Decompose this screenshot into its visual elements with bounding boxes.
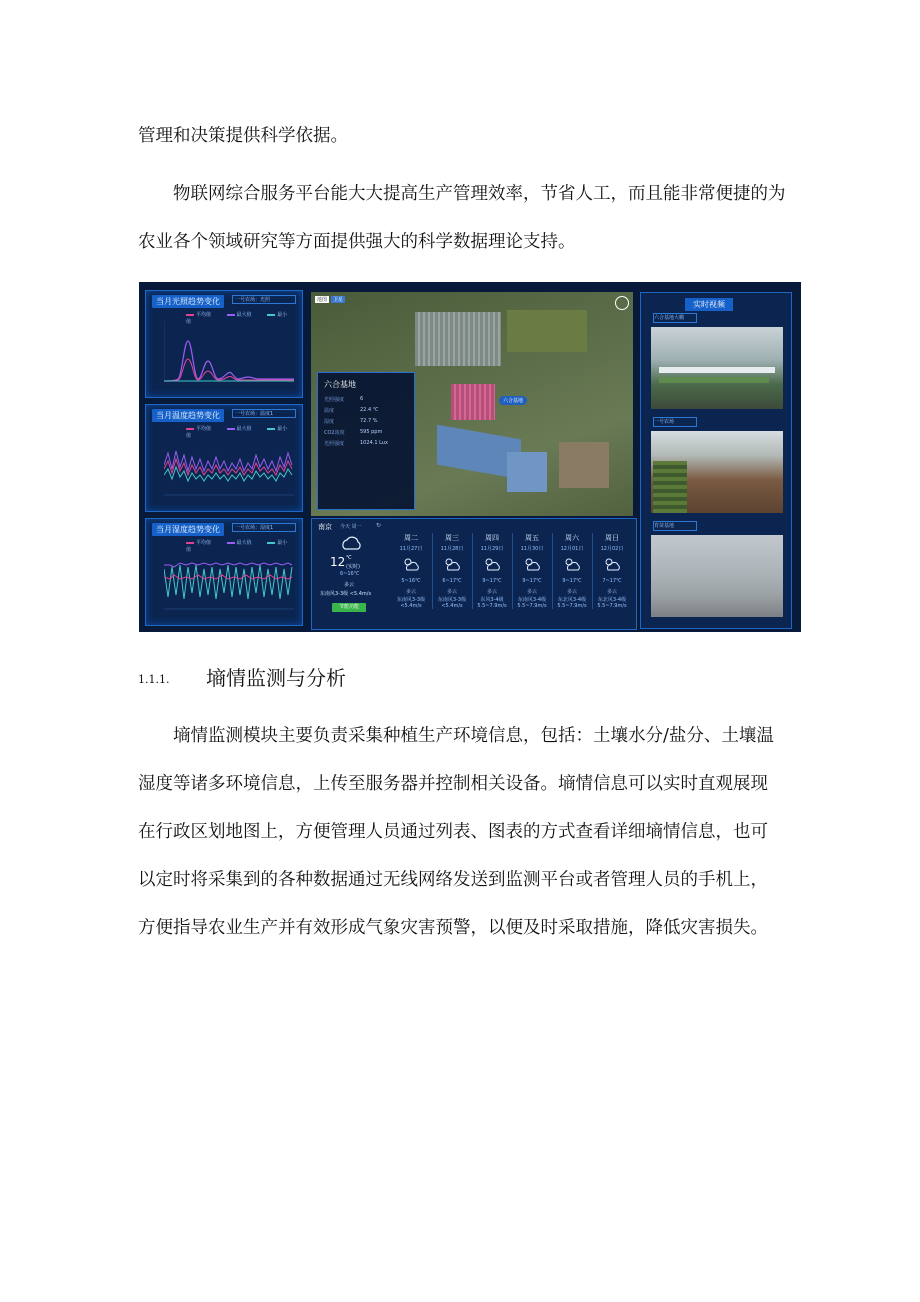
forecast-condition: 多云 <box>405 589 416 595</box>
base-info-card <box>317 372 415 510</box>
wind-info: 东南风3-3级 <5.4m/s <box>320 591 372 597</box>
forecast-date: 12月02日 <box>600 546 624 552</box>
forecast-date: 12月01日 <box>560 546 584 552</box>
light-trend-panel <box>145 290 303 398</box>
refresh-icon[interactable]: ↻ <box>376 522 382 529</box>
video-source-select[interactable]: 一号农场 <box>653 417 697 427</box>
partly-cloudy-icon <box>482 556 502 572</box>
building-block <box>559 442 609 488</box>
forecast-date: 11月28日 <box>440 546 464 552</box>
paragraph-intro-end: 管理和决策提供科学依据。 <box>138 126 348 146</box>
forecast-weekday: 周六 <box>565 534 579 542</box>
highlighted-greenhouse[interactable] <box>451 384 495 420</box>
greenhouse-block <box>415 312 501 366</box>
heading-number: 1.1.1. <box>138 673 170 686</box>
video-feed-field[interactable] <box>651 431 783 513</box>
info-title: 六合基地 <box>324 380 356 389</box>
forecast-condition: 多云 <box>566 589 577 595</box>
map-tab[interactable]: 地图 <box>317 297 328 303</box>
video-feed-nursery[interactable] <box>651 535 783 617</box>
forecast-date: 11月29日 <box>480 546 504 552</box>
partly-cloudy-icon <box>442 556 462 572</box>
forecast-temp: 9~17℃ <box>482 578 502 584</box>
forecast-weekday: 周五 <box>525 534 539 542</box>
forecast-wind: 东风3-4级 5.5~7.9m/s <box>477 597 507 609</box>
forecast-day <box>392 533 430 609</box>
info-row: 光照强度 6 <box>324 396 364 403</box>
weather-today: 今天 周一 <box>340 524 362 530</box>
humidity-chart <box>164 549 294 615</box>
forecast-temp: 9~17℃ <box>522 578 542 584</box>
video-source-select[interactable]: 六合基地大棚 <box>653 313 697 323</box>
info-row: 湿度 72.7 % <box>324 418 378 425</box>
energy-button[interactable]: 节能功能 <box>332 603 366 612</box>
partly-cloudy-icon <box>522 556 542 572</box>
temp-range: 6~16℃ <box>340 571 360 577</box>
forecast-weekday: 周二 <box>404 534 418 542</box>
farm-select[interactable]: 一号农场：温度1 <box>232 409 296 418</box>
weather-condition: 多云 <box>344 582 355 588</box>
weather-panel <box>311 518 637 630</box>
cloud-icon <box>340 535 362 551</box>
forecast-weekday: 周三 <box>445 534 459 542</box>
forecast-date: 11月27日 <box>399 546 423 552</box>
forecast-weekday: 周日 <box>605 534 619 542</box>
info-row: 温度 22.4 ℃ <box>324 407 379 414</box>
paragraph-platform: 物联网综合服务平台能大大提高生产管理效率，节省人工，而且能非常便捷的为农业各个领域研究等方面提供强大的科学数据理论支持。 <box>138 184 786 252</box>
forecast-condition: 多云 <box>606 589 617 595</box>
video-source-select[interactable]: 育苗基地 <box>653 521 697 531</box>
forecast-day <box>552 533 591 609</box>
farm-select[interactable]: 一号农场：湿度1 <box>232 523 296 532</box>
partly-cloudy-icon <box>602 556 622 572</box>
info-row: 光照强度 1024.1 Lux <box>324 440 388 447</box>
weather-city: 南京 <box>318 523 332 531</box>
forecast-day <box>432 533 471 609</box>
partly-cloudy-icon <box>562 556 582 572</box>
forecast-day <box>592 533 631 609</box>
humidity-trend-panel <box>145 518 303 626</box>
building-roof <box>507 452 547 492</box>
live-video-panel <box>640 292 792 629</box>
panel-title: 当月温度趋势变化 <box>152 409 224 422</box>
video-title: 实时视频 <box>685 298 733 311</box>
forecast-temp: 5~16℃ <box>401 578 421 584</box>
heading-text: 墒情监测与分析 <box>206 666 346 690</box>
forecast-condition: 多云 <box>526 589 537 595</box>
temperature-trend-panel <box>145 404 303 512</box>
forecast-date: 11月30日 <box>520 546 544 552</box>
map-marker-label[interactable]: 六合基地 <box>499 396 527 405</box>
chart-legend: 平均值 最大值 最小值 <box>186 540 288 553</box>
chart-legend: 平均值 最大值 最小值 <box>186 312 288 325</box>
forecast-wind: 东南风3-3级 <5.4m/s <box>437 597 467 609</box>
field-block <box>507 310 587 352</box>
compass-icon[interactable] <box>615 296 629 310</box>
temp-unit: ℃ <box>346 555 352 561</box>
satellite-tab[interactable]: 卫星 <box>333 297 344 303</box>
iot-dashboard-image <box>139 282 801 632</box>
realtime-note: (实时) <box>346 564 360 570</box>
video-feed-greenhouse[interactable] <box>651 327 783 409</box>
forecast-day <box>512 533 551 609</box>
temperature-chart <box>164 435 294 501</box>
panel-title: 当月光照趋势变化 <box>152 295 224 308</box>
light-chart <box>164 321 294 387</box>
forecast-wind: 东北风3-4级 5.5~7.9m/s <box>597 597 627 609</box>
forecast-wind: 东南风3-3级 <5.4m/s <box>396 597 426 609</box>
forecast-temp: 6~17℃ <box>442 578 462 584</box>
paragraph-soil-monitoring: 墒情监测模块主要负责采集种植生产环境信息，包括：土壤水分/盐分、土壤温湿度等诸多环境信息，上传至服务器并控制相关设备。墒情信息可以实时直观展现在行政区划地图上，方便管理人员通过列表、图表的方式查看详细墒情信息，也可以定时将采集到的各种数据通过无线网络发送到监测平台或者管理人员的手机上，方便指导农业生产并有效形成气象灾害预警，以便及时采取措施，降低灾害损失。 <box>138 726 774 938</box>
forecast-wind: 东南风3-4级 5.5~7.9m/s <box>517 597 547 609</box>
forecast-temp: 9~17℃ <box>562 578 582 584</box>
chart-legend: 平均值 最大值 最小值 <box>186 426 288 439</box>
current-temp: 12 <box>330 555 346 569</box>
forecast-condition: 多云 <box>446 589 457 595</box>
panel-title: 当月湿度趋势变化 <box>152 523 224 536</box>
forecast-condition: 多云 <box>486 589 497 595</box>
forecast-wind: 东北风3-4级 5.5~7.9m/s <box>557 597 587 609</box>
partly-cloudy-icon <box>401 556 421 572</box>
forecast-weekday: 周四 <box>485 534 499 542</box>
farm-select[interactable]: 一号农场：光照 <box>232 295 296 304</box>
forecast-day <box>472 533 511 609</box>
forecast-temp: 7~17℃ <box>602 578 622 584</box>
info-row: CO2浓度 595 ppm <box>324 429 383 436</box>
